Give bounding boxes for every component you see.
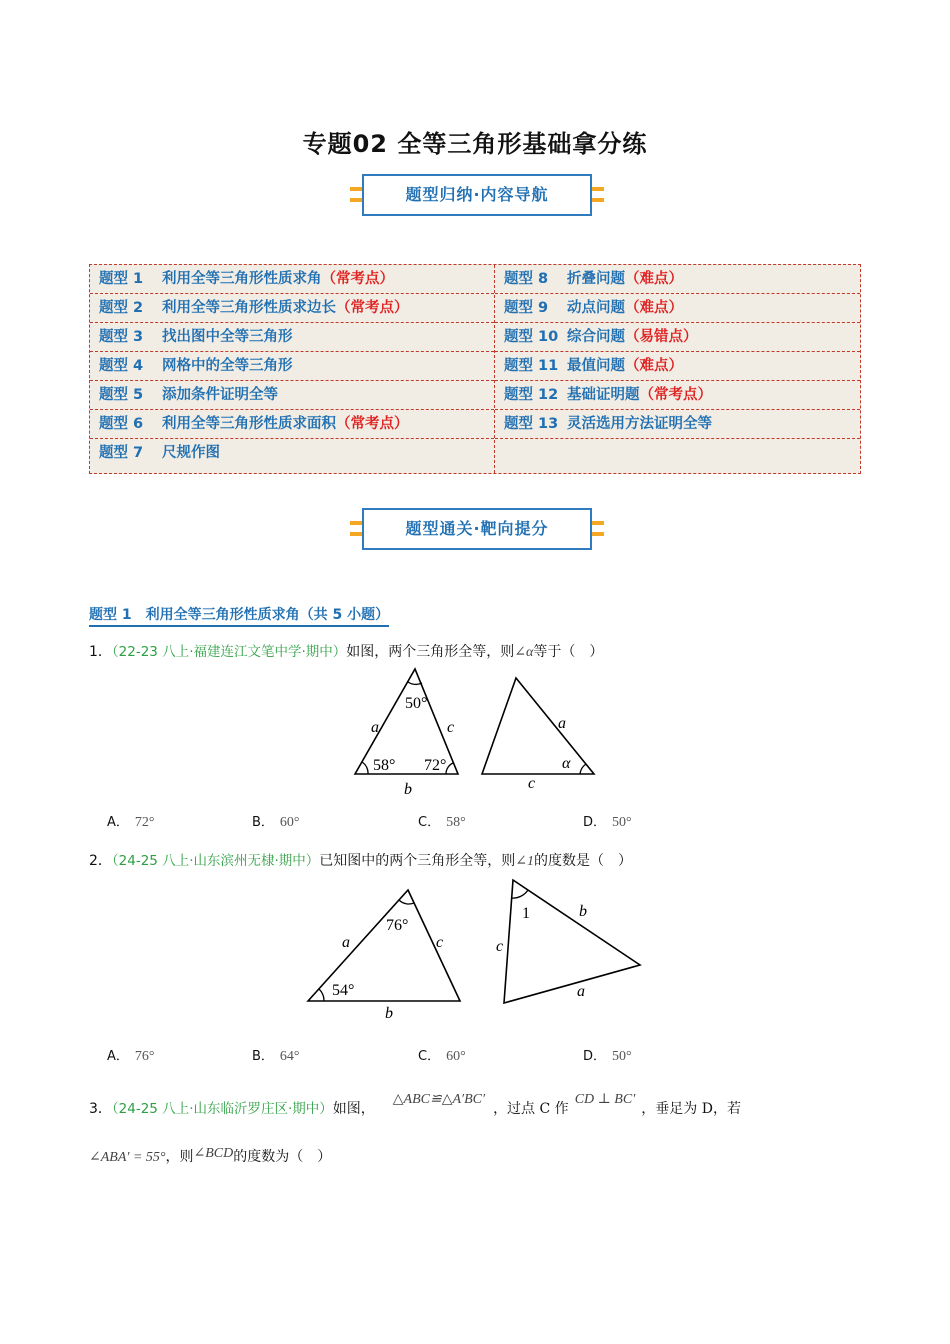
- question-text: 等于（ ）: [533, 644, 604, 660]
- option-key: D．: [583, 1049, 607, 1064]
- toc-item-empty: [495, 439, 860, 468]
- option-key: C．: [418, 1049, 441, 1064]
- math-expression: ∠1: [515, 854, 535, 869]
- side-label: b: [579, 903, 587, 920]
- side-label: b: [385, 1005, 393, 1022]
- question-text: 如图，两个三角形全等，则: [346, 644, 515, 660]
- side-label: a: [371, 719, 379, 736]
- option-key: C．: [418, 815, 441, 830]
- toc-column-left: [90, 265, 495, 473]
- toc-item-name: 网格中的全等三角形: [162, 358, 293, 374]
- toc-item-name: 尺规作图: [162, 445, 220, 461]
- toc-item-tag: （难点）: [625, 271, 683, 287]
- toc-item-num: 题型 11: [504, 358, 559, 374]
- toc-item-num: 题型 8: [504, 271, 549, 287]
- option-key: B．: [252, 815, 274, 830]
- question-3-continued: [89, 1146, 331, 1166]
- option-c[interactable]: [418, 1045, 466, 1065]
- toc-item[interactable]: [90, 352, 494, 381]
- question-text: ，则: [165, 1149, 194, 1165]
- triangle-right: [504, 880, 640, 1003]
- option-b[interactable]: [252, 1045, 300, 1065]
- toc-item[interactable]: [495, 381, 860, 410]
- option-a[interactable]: [107, 811, 155, 831]
- toc-item-num: 题型 5: [99, 387, 144, 403]
- math-expression: ∠BCD: [193, 1146, 234, 1161]
- toc-item-name: 灵活选用方法证明全等: [567, 416, 712, 432]
- angle-label: 50°: [405, 695, 428, 712]
- side-label: c: [496, 938, 504, 955]
- toc-item-tag: （常考点）: [336, 416, 409, 432]
- side-label: c: [447, 719, 455, 736]
- toc-item-name: 动点问题: [567, 300, 625, 316]
- question-text: 的度数为（ ）: [233, 1149, 332, 1165]
- option-b[interactable]: [252, 811, 300, 831]
- option-value: 58°: [446, 815, 466, 830]
- toc-item-num: 题型 3: [99, 329, 144, 345]
- toc-item[interactable]: [90, 410, 494, 439]
- option-c[interactable]: [418, 811, 466, 831]
- toc-item-num: 题型 9: [504, 300, 549, 316]
- toc-item-name: 折叠问题: [567, 271, 625, 287]
- toc-item-name: 找出图中全等三角形: [162, 329, 293, 345]
- option-value: 50°: [612, 815, 632, 830]
- angle-arc-right: [446, 763, 453, 774]
- question-source: （24-25 八上·山东临沂罗庄区·期中）: [111, 1101, 333, 1117]
- side-label: c: [436, 934, 444, 951]
- question-source: （22-23 八上·福建连江文笔中学·期中）: [111, 644, 347, 660]
- toc-item-name: 添加条件证明全等: [162, 387, 278, 403]
- toc-item-num: 题型 13: [504, 416, 559, 432]
- toc-item-name: 最值问题: [567, 358, 625, 374]
- math-expression: ∠α: [514, 645, 534, 660]
- side-label: a: [342, 934, 350, 951]
- question-2-figure: [300, 872, 650, 1027]
- option-value: 60°: [446, 1049, 466, 1064]
- toc-item-tag: （常考点）: [321, 271, 394, 287]
- toc-item-tag: （常考点）: [639, 387, 712, 403]
- toc-item[interactable]: [90, 439, 494, 468]
- question-number: 1．: [89, 644, 112, 660]
- angle-arc-left: [319, 989, 324, 1001]
- option-value: 60°: [279, 815, 300, 830]
- angle-arc-left: [362, 762, 368, 774]
- option-value: 72°: [134, 815, 155, 830]
- section-banner-practice: [352, 508, 602, 550]
- banner-label: 题型归纳·内容导航: [362, 174, 592, 216]
- toc-item-tag: （难点）: [625, 300, 683, 316]
- option-value: 76°: [134, 1049, 155, 1064]
- option-value: 64°: [279, 1049, 300, 1064]
- math-expression: CD ⊥ BC′: [574, 1092, 636, 1107]
- toc-item-num: 题型 10: [504, 329, 559, 345]
- page-title: 专题02 全等三角形基础拿分练: [302, 130, 648, 158]
- toc-item[interactable]: [495, 294, 860, 323]
- toc-item-num: 题型 12: [504, 387, 559, 403]
- toc-item-name: 基础证明题: [567, 387, 640, 403]
- question-1-figure: [340, 662, 620, 802]
- question-3: [89, 1092, 741, 1118]
- question-2: [89, 849, 632, 870]
- question-text: ，垂足为 D，若: [641, 1101, 741, 1117]
- angle-arc-1: [511, 890, 528, 898]
- toc-item[interactable]: [90, 323, 494, 352]
- option-key: A．: [107, 1049, 129, 1064]
- option-a[interactable]: [107, 1045, 155, 1065]
- side-label: b: [404, 781, 412, 798]
- toc-item-name: 综合问题: [567, 329, 625, 345]
- question-text: 如图，: [332, 1101, 375, 1117]
- angle-label: 54°: [332, 982, 355, 999]
- section-banner-nav: [352, 174, 602, 216]
- side-label: a: [558, 715, 566, 732]
- toc-item[interactable]: [495, 265, 860, 294]
- toc-item[interactable]: [495, 323, 860, 352]
- toc-item-num: 题型 6: [99, 416, 144, 432]
- question-text: 已知图中的两个三角形全等，则: [319, 853, 516, 869]
- option-key: D．: [583, 815, 607, 830]
- angle-arc-alpha: [580, 764, 586, 774]
- question-text: ，过点 C 作: [493, 1101, 569, 1117]
- option-d[interactable]: [583, 811, 632, 831]
- side-label: a: [577, 983, 585, 1000]
- question-source: （24-25 八上·山东滨州无棣·期中）: [111, 853, 320, 869]
- angle-label: α: [562, 755, 571, 772]
- toc-item[interactable]: [495, 352, 860, 381]
- option-d[interactable]: [583, 1045, 632, 1065]
- toc-item-name: 利用全等三角形性质求角: [162, 271, 322, 287]
- angle-label: 72°: [424, 757, 447, 774]
- option-key: A．: [107, 815, 129, 830]
- option-key: B．: [252, 1049, 274, 1064]
- question-number: 3．: [89, 1101, 112, 1117]
- toc-item[interactable]: [90, 294, 494, 323]
- toc-item-tag: （易错点）: [625, 329, 698, 345]
- section-heading: 题型 1 利用全等三角形性质求角（共 5 小题）: [89, 604, 389, 627]
- toc-item-num: 题型 4: [99, 358, 144, 374]
- math-expression: △ABC≌△A′BC′: [392, 1092, 486, 1107]
- toc-item-num: 题型 1: [99, 271, 144, 287]
- toc-table: [89, 264, 861, 474]
- angle-label: 1: [522, 905, 530, 922]
- banner-label: 题型通关·靶向提分: [362, 508, 592, 550]
- toc-item-tag: （常考点）: [336, 300, 409, 316]
- triangle-right: [482, 678, 594, 774]
- question-text: 的度数是（ ）: [534, 853, 633, 869]
- toc-column-right: [495, 265, 860, 473]
- toc-item-num: 题型 7: [99, 445, 144, 461]
- toc-item[interactable]: [90, 381, 494, 410]
- side-label: c: [528, 775, 536, 792]
- toc-item-tag: （难点）: [625, 358, 683, 374]
- option-value: 50°: [612, 1049, 632, 1064]
- angle-label: 58°: [373, 757, 396, 774]
- toc-item-num: 题型 2: [99, 300, 144, 316]
- question-1: [89, 640, 603, 661]
- toc-item[interactable]: [495, 410, 860, 439]
- toc-item-name: 利用全等三角形性质求边长: [162, 300, 336, 316]
- toc-item[interactable]: [90, 265, 494, 294]
- angle-arc-top: [399, 900, 414, 904]
- math-expression: ∠ABA′ = 55°: [89, 1150, 166, 1165]
- angle-label: 76°: [386, 917, 409, 934]
- toc-item-name: 利用全等三角形性质求面积: [162, 416, 336, 432]
- question-number: 2．: [89, 853, 112, 869]
